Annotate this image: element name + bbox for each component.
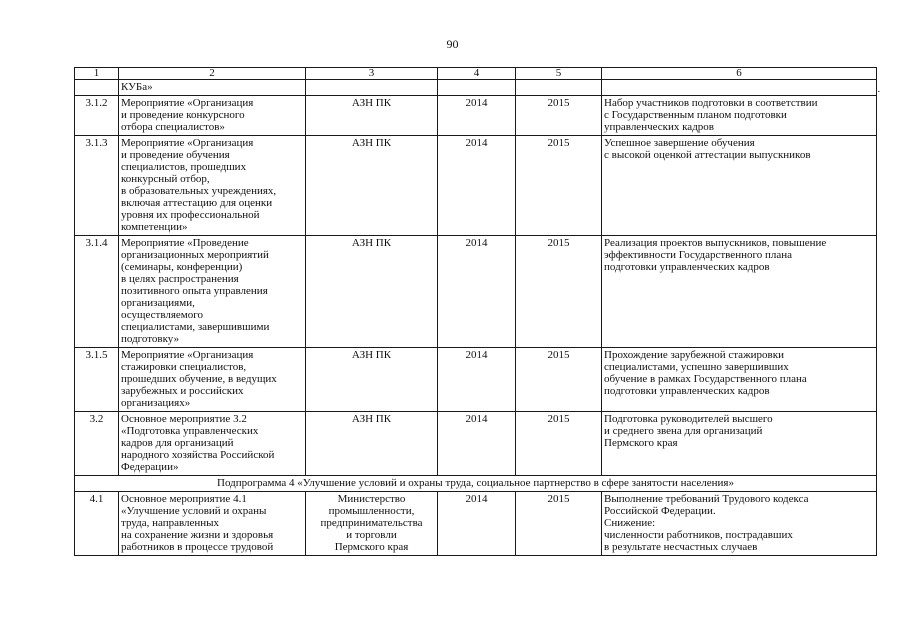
row-executor: АЗН ПК bbox=[306, 348, 438, 412]
subprogram-header: Подпрограмма 4 «Улучшение условий и охраны труда, социальное партнерство в сфере занятости населения» bbox=[75, 476, 877, 492]
row-start-year: 2014 bbox=[438, 236, 516, 348]
row-result: Прохождение зарубежной стажировки специалистами, успешно завершивших обучение в рамках Государственного плана подготовки управленческих кадров bbox=[602, 348, 877, 412]
row-start-year: 2014 bbox=[438, 348, 516, 412]
row-executor: АЗН ПК bbox=[306, 96, 438, 136]
table-row bbox=[75, 412, 877, 476]
row-number: 3.1.3 bbox=[75, 136, 119, 236]
row-start-year: 2014 bbox=[438, 136, 516, 236]
row-end-year: 2015 bbox=[516, 412, 602, 476]
row-end-year bbox=[516, 80, 602, 96]
row-result: Выполнение требований Трудового кодекса Российской Федерации. Снижение: численности работников, пострадавших в результате несчастных случаев bbox=[602, 492, 877, 556]
row-executor: Министерство промышленности, предпринимательства и торговли Пермского края bbox=[306, 492, 438, 556]
row-start-year: 2014 bbox=[438, 412, 516, 476]
page-number: 90 bbox=[446, 37, 459, 51]
row-name: Основное мероприятие 3.2 «Подготовка управленческих кадров для организаций народного хозяйства Российской Федерации» bbox=[119, 412, 306, 476]
row-number: 3.2 bbox=[75, 412, 119, 476]
row-end-year: 2015 bbox=[516, 136, 602, 236]
column-header-2: 2 bbox=[119, 68, 306, 80]
table-row bbox=[75, 236, 877, 348]
continuation-row bbox=[75, 80, 877, 96]
column-header-6: 6 bbox=[602, 68, 877, 80]
row-executor: АЗН ПК bbox=[306, 236, 438, 348]
subprogram-row bbox=[75, 476, 877, 492]
row-name: Основное мероприятие 4.1 «Улучшение условий и охраны труда, направленных на сохранение жизни и здоровья работников в процессе трудовой bbox=[119, 492, 306, 556]
table-row bbox=[75, 136, 877, 236]
row-executor: АЗН ПК bbox=[306, 412, 438, 476]
row-start-year: 2014 bbox=[438, 96, 516, 136]
row-number: 3.1.2 bbox=[75, 96, 119, 136]
row-number: 3.1.4 bbox=[75, 236, 119, 348]
table-row bbox=[75, 348, 877, 412]
stray-mark: · bbox=[877, 86, 881, 98]
row-name: Мероприятие «Организация и проведение конкурсного отбора специалистов» bbox=[119, 96, 306, 136]
row-result: Реализация проектов выпускников, повышение эффективности Государственного плана подготовки управленческих кадров bbox=[602, 236, 877, 348]
row-end-year: 2015 bbox=[516, 348, 602, 412]
row-number: 4.1 bbox=[75, 492, 119, 556]
table-row bbox=[75, 492, 877, 556]
row-result: Набор участников подготовки в соответствии с Государственным планом подготовки управленческих кадров bbox=[602, 96, 877, 136]
row-executor bbox=[306, 80, 438, 96]
row-name: КУБа» bbox=[119, 80, 306, 96]
column-header-4: 4 bbox=[438, 68, 516, 80]
row-name: Мероприятие «Организация стажировки специалистов, прошедших обучение, в ведущих зарубежных и российских организациях» bbox=[119, 348, 306, 412]
column-header-1: 1 bbox=[75, 68, 119, 80]
row-number bbox=[75, 80, 119, 96]
row-executor: АЗН ПК bbox=[306, 136, 438, 236]
row-end-year: 2015 bbox=[516, 236, 602, 348]
row-result: Успешное завершение обучения с высокой оценкой аттестации выпускников bbox=[602, 136, 877, 236]
column-number-row bbox=[75, 68, 877, 80]
row-number: 3.1.5 bbox=[75, 348, 119, 412]
row-name: Мероприятие «Проведение организационных мероприятий (семинары, конференции) в целях распространения позитивного опыта управления организациями, осуществляемого специалистами, завершившими подготовку» bbox=[119, 236, 306, 348]
row-name: Мероприятие «Организация и проведение обучения специалистов, прошедших конкурсный отбор, в образовательных учреждениях, включая аттестацию для оценки уровня их профессиональной компетенции» bbox=[119, 136, 306, 236]
row-start-year bbox=[438, 80, 516, 96]
document-table bbox=[74, 67, 877, 556]
row-end-year: 2015 bbox=[516, 96, 602, 136]
row-end-year: 2015 bbox=[516, 492, 602, 556]
column-header-5: 5 bbox=[516, 68, 602, 80]
column-header-3: 3 bbox=[306, 68, 438, 80]
row-start-year: 2014 bbox=[438, 492, 516, 556]
table-row bbox=[75, 96, 877, 136]
row-result bbox=[602, 80, 877, 96]
row-result: Подготовка руководителей высшего и среднего звена для организаций Пермского края bbox=[602, 412, 877, 476]
